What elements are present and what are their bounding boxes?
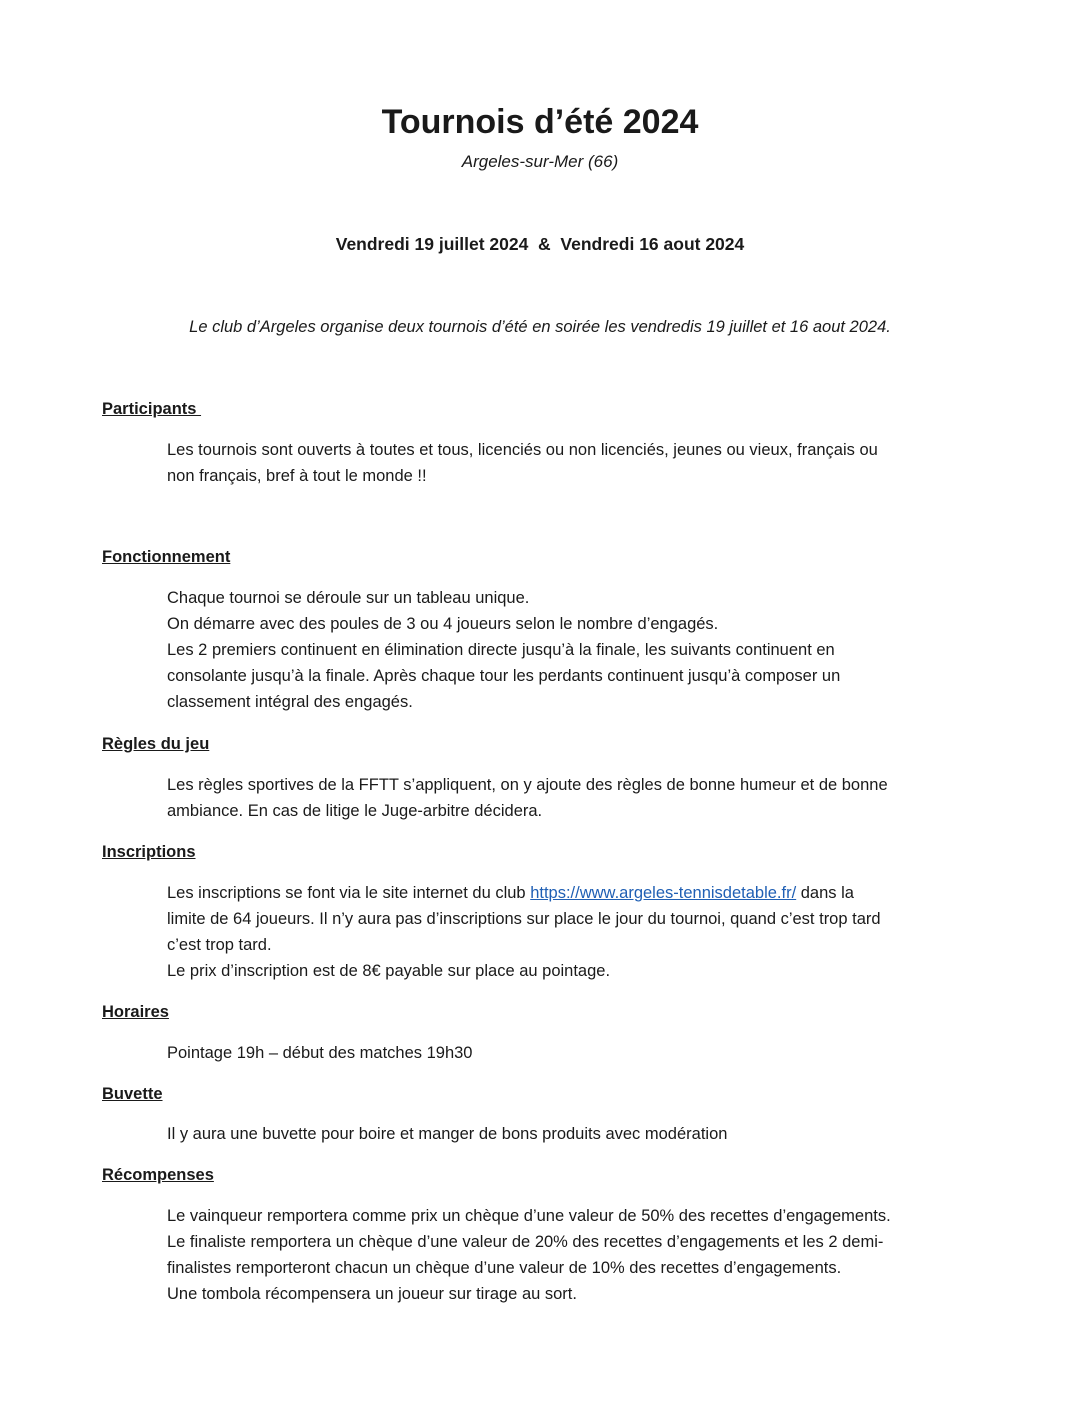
- text-line: Pointage 19h – début des matches 19h30: [167, 1044, 473, 1062]
- text-line: non français, bref à tout le monde !!: [167, 467, 427, 485]
- inscriptions-text-before-link: Les inscriptions se font via le site internet du club: [167, 884, 531, 902]
- heading-inscriptions: Inscriptions: [102, 843, 196, 861]
- paragraph-regles: [167, 772, 977, 824]
- paragraph-horaires: [167, 1040, 977, 1066]
- club-website-link[interactable]: https://www.argeles-tennisdetable.fr/: [530, 884, 797, 902]
- paragraph-buvette: [167, 1121, 977, 1147]
- text-line: Il y aura une buvette pour boire et manger de bons produits avec modération: [167, 1125, 728, 1143]
- text-line: consolante jusqu’à la finale. Après chaque tour les perdants continuent jusqu’à composer un: [167, 667, 841, 685]
- text-line: Le prix d’inscription est de 8€ payable sur place au pointage.: [167, 962, 611, 980]
- inscriptions-text-after-link: dans la: [796, 884, 854, 902]
- paragraph-fonctionnement: [167, 585, 977, 715]
- heading-horaires: Horaires: [102, 1003, 169, 1021]
- text-line: classement intégral des engagés.: [167, 693, 413, 711]
- heading-recompenses: Récompenses: [102, 1166, 214, 1184]
- text-line: c’est trop tard.: [167, 936, 272, 954]
- text-line: Le finaliste remportera un chèque d’une valeur de 20% des recettes d’engagements et les 2 demi-: [167, 1233, 884, 1251]
- heading-regles-du-jeu: Règles du jeu: [102, 735, 210, 753]
- document-title: Tournois d’été 2024: [381, 103, 699, 141]
- text-line: Les tournois sont ouverts à toutes et tous, licenciés ou non licenciés, jeunes ou vieux, français ou: [167, 441, 878, 459]
- text-line: Les règles sportives de la FFTT s’appliquent, on y ajoute des règles de bonne humeur et de bonne: [167, 776, 888, 794]
- intro-text: Le club d’Argeles organise deux tournois d’été en soirée les vendredis 19 juillet et 16 aout 2024.: [189, 318, 891, 336]
- paragraph-participants: [167, 437, 977, 489]
- heading-fonctionnement: Fonctionnement: [102, 548, 231, 566]
- text-line: limite de 64 joueurs. Il n’y aura pas d’inscriptions sur place le jour du tournoi, quand c’est trop tard: [167, 910, 881, 928]
- text-line: Les 2 premiers continuent en élimination directe jusqu’à la finale, les suivants continuent en: [167, 641, 835, 659]
- text-line: ambiance. En cas de litige le Juge-arbitre décidera.: [167, 802, 543, 820]
- text-line-with-link: [167, 880, 977, 906]
- document-subtitle: Argeles-sur-Mer (66): [461, 152, 619, 171]
- tournament-dates: Vendredi 19 juillet 2024 & Vendredi 16 aout 2024: [335, 234, 745, 254]
- text-line: finalistes remporteront chacun un chèque d’une valeur de 10% des recettes d’engagements.: [167, 1259, 842, 1277]
- heading-buvette: Buvette: [102, 1085, 163, 1103]
- paragraph-recompenses: [167, 1203, 977, 1307]
- paragraph-inscriptions: [167, 880, 977, 984]
- text-line: Une tombola récompensera un joueur sur tirage au sort.: [167, 1285, 577, 1303]
- heading-participants: Participants: [102, 400, 202, 418]
- text-line: Le vainqueur remportera comme prix un chèque d’une valeur de 50% des recettes d’engagements.: [167, 1207, 891, 1225]
- text-line: Chaque tournoi se déroule sur un tableau unique.: [167, 589, 530, 607]
- text-line: On démarre avec des poules de 3 ou 4 joueurs selon le nombre d’engagés.: [167, 615, 719, 633]
